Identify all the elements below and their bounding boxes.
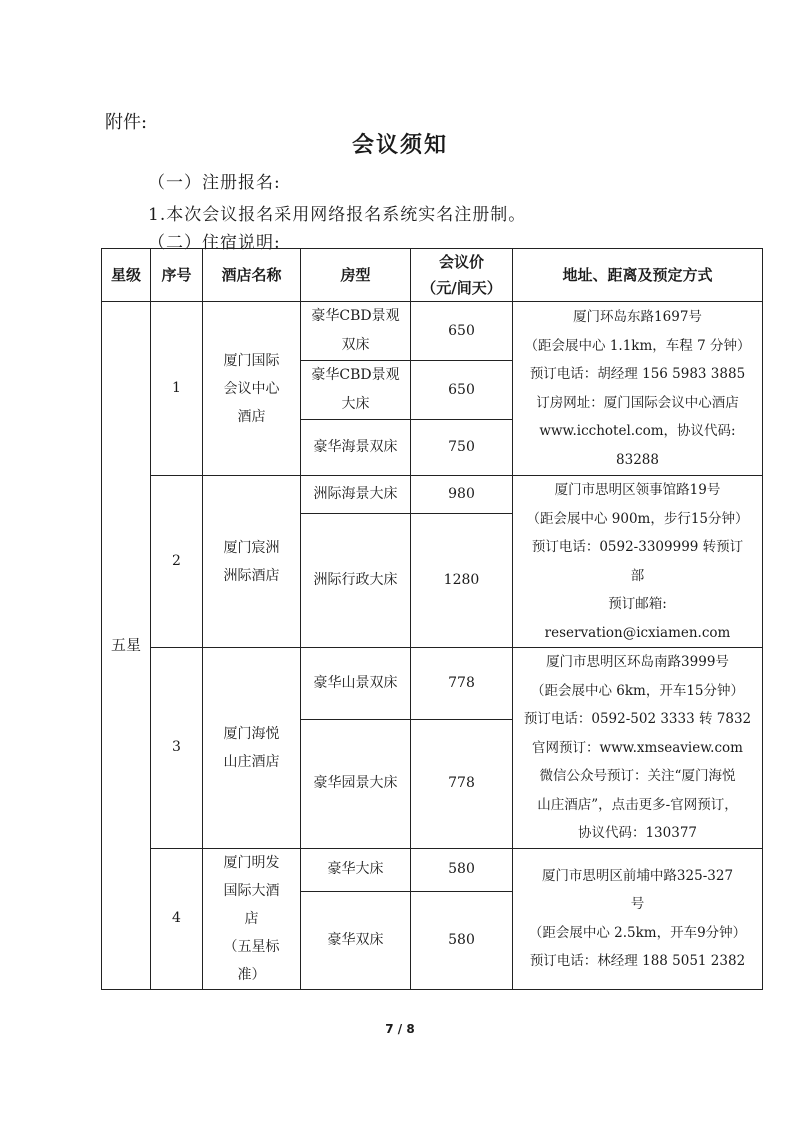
room-price: 778 — [411, 648, 513, 720]
table-row — [102, 302, 763, 361]
hotel-info-line: 微信公众号预订：关注“厦门海悦 — [539, 768, 736, 784]
hotel-no: 1 — [151, 302, 203, 476]
registration-heading: （一）注册报名: — [148, 173, 281, 193]
hotel-info-line: 部 — [630, 567, 645, 584]
room-type: 豪华山景双床 — [301, 648, 411, 720]
hotel-info-line: 预订电话：0592-502 3333 转 7832 — [523, 711, 752, 727]
hotel-name-line: 厦门国际 — [223, 352, 280, 369]
hotel-name-line: 酒店 — [237, 408, 266, 425]
hotel-info-line: 厦门市思明区前埔中路325-327 — [541, 867, 734, 884]
header-hotel: 酒店名称 — [203, 249, 301, 302]
room-type-line: 大床 — [341, 396, 370, 412]
hotel-info-line: 官网预订：www.xmseaview.com — [532, 739, 743, 756]
page-number: 7 / 8 — [385, 1022, 415, 1036]
hotel-info-line: 厦门市思明区领事馆路19号 — [554, 482, 721, 498]
hotel-name-line: 厦门宸洲 — [223, 539, 280, 556]
table-row — [102, 848, 763, 891]
hotel-info-line: （距会展中心 1.1km，车程 7 分钟） — [524, 337, 751, 354]
table-row — [102, 476, 763, 514]
hotel-info-line: 预订邮箱: — [608, 596, 667, 612]
room-price: 580 — [411, 848, 513, 891]
hotel-name — [203, 476, 301, 648]
hotel-name-line: 洲际酒店 — [223, 567, 280, 584]
hotel-name-line: 厦门海悦 — [223, 725, 280, 742]
hotel-info-line: 山庄酒店”，点击更多-官网预订， — [537, 796, 738, 813]
hotel-info — [513, 476, 763, 648]
hotel-name — [203, 648, 301, 849]
header-price — [411, 249, 513, 302]
room-type: 豪华大床 — [301, 848, 411, 891]
hotel-name-line: 山庄酒店 — [223, 753, 280, 770]
hotel-info — [513, 302, 763, 476]
room-type: 洲际海景大床 — [301, 476, 411, 514]
hotel-table — [101, 248, 763, 990]
room-price: 750 — [411, 420, 513, 476]
hotel-info-line: 厦门环岛东路1697号 — [573, 309, 702, 325]
table-row — [102, 648, 763, 720]
hotel-info-line: www.icchotel.com，协议代码: — [539, 423, 736, 439]
registration-item: 1.本次会议报名采用网络报名系统实名注册制。 — [148, 205, 527, 225]
hotel-info-line: 号 — [630, 896, 645, 912]
hotel-info-line: 预订电话：0592-3309999 转预订 — [531, 539, 744, 555]
header-star: 星级 — [102, 249, 151, 302]
hotel-name — [203, 302, 301, 476]
header-price-line2: （元/间天） — [421, 279, 502, 297]
room-price: 1280 — [411, 513, 513, 647]
hotel-name — [203, 848, 301, 989]
hotel-name-line: 厦门明发 — [223, 854, 280, 871]
hotel-no: 3 — [151, 648, 203, 849]
hotel-info — [513, 848, 763, 989]
document-title: 会议须知 — [351, 133, 448, 158]
room-type-line: 双床 — [341, 337, 370, 353]
hotel-info-line: 订房网址：厦门国际会议中心酒店 — [536, 394, 739, 411]
hotel-info-line: （距会展中心 900m，步行15分钟） — [526, 510, 749, 527]
header-info: 地址、距离及预定方式 — [513, 249, 763, 302]
room-type: 豪华海景双床 — [301, 420, 411, 476]
room-type — [301, 361, 411, 420]
star-level-cell: 五星 — [102, 302, 151, 990]
room-type: 豪华双床 — [301, 891, 411, 989]
hotel-info-line: 预订电话：胡经理 156 5983 3885 — [529, 366, 746, 382]
room-price: 778 — [411, 719, 513, 848]
header-price-line1: 会议价 — [438, 253, 484, 271]
room-price: 650 — [411, 302, 513, 361]
header-no: 序号 — [151, 249, 203, 302]
room-type — [301, 302, 411, 361]
room-type-line: 豪华CBD景观 — [311, 367, 400, 383]
room-type: 豪华园景大床 — [301, 719, 411, 848]
hotel-name-line: 会议中心 — [223, 380, 280, 397]
hotel-name-line: （五星标 — [223, 938, 280, 955]
hotel-info-line: 83288 — [616, 451, 659, 468]
hotel-info-line: 厦门市思明区环岛南路3999号 — [546, 654, 729, 670]
hotel-info-line: 预订电话：林经理 188 5051 2382 — [529, 953, 746, 969]
hotel-info-line: （距会展中心 6km，开车15分钟） — [530, 682, 745, 699]
table-header-row — [102, 249, 763, 302]
lodging-heading: （二）住宿说明: — [148, 233, 281, 253]
room-type: 洲际行政大床 — [301, 513, 411, 647]
hotel-name-line: 店 — [244, 910, 259, 927]
room-price: 650 — [411, 361, 513, 420]
header-room: 房型 — [301, 249, 411, 302]
room-price: 980 — [411, 476, 513, 514]
hotel-info-line: 协议代码：130377 — [577, 825, 698, 841]
hotel-no: 2 — [151, 476, 203, 648]
hotel-no: 4 — [151, 848, 203, 989]
hotel-name-line: 国际大酒 — [223, 882, 280, 899]
hotel-info-line: reservation@icxiamen.com — [544, 624, 731, 641]
room-price: 580 — [411, 891, 513, 989]
attachment-label: 附件: — [105, 112, 148, 133]
hotel-info — [513, 648, 763, 849]
hotel-name-line: 准） — [237, 966, 266, 983]
room-type-line: 豪华CBD景观 — [311, 308, 400, 324]
hotel-info-line: （距会展中心 2.5km，开车9分钟） — [528, 924, 747, 941]
